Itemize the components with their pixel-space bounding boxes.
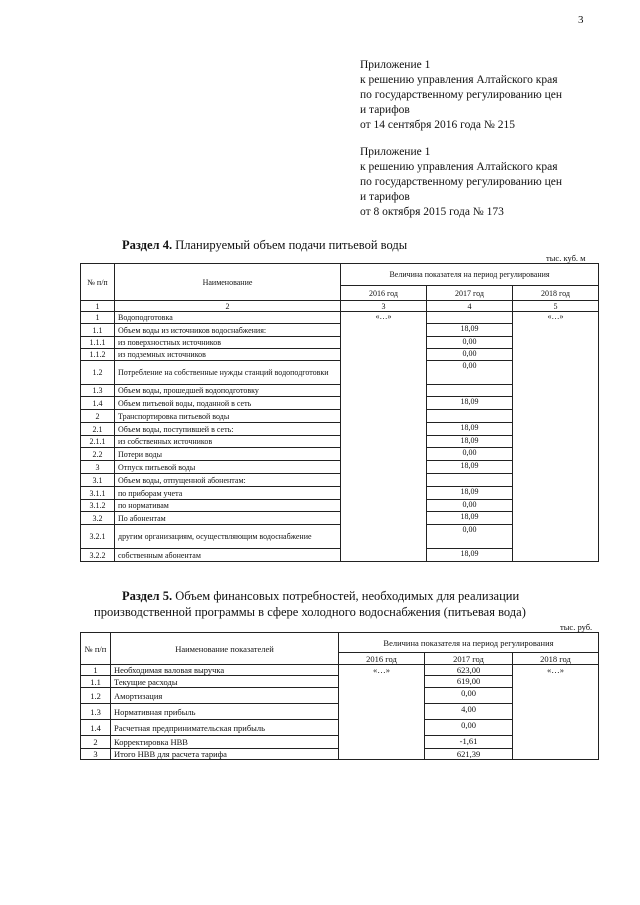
cell-name: Объем воды, прошедшей водоподготовку (115, 385, 341, 397)
cell-n: 1 (81, 665, 111, 676)
cell-v2017: 0,00 (427, 525, 513, 549)
appendix-line: Приложение 1 (360, 146, 431, 158)
cell-name: Потери воды (115, 448, 341, 461)
cell-v2016: «…» (341, 312, 427, 562)
cell-n: 2.1 (81, 423, 115, 436)
cell-v2017: -1,61 (425, 736, 513, 749)
cell-n: 1.4 (81, 397, 115, 410)
cell-name: по нормативам (115, 500, 341, 512)
header-2017: 2017 год (427, 286, 513, 301)
cell-n: 3 (81, 461, 115, 474)
appendix-line: по государственному регулированию цен (360, 89, 563, 101)
cell-name: собственным абонентам (115, 549, 341, 562)
appendix-line: к решению управления Алтайского края (360, 161, 558, 173)
cell-v2017: 623,00 (425, 665, 513, 676)
header-period: Величина показателя на период регулирования (339, 633, 599, 653)
cell-n: 3.2 (81, 512, 115, 525)
appendix-line: от 8 октября 2015 года № 173 (360, 206, 504, 218)
appendix-line: и тарифов (360, 104, 410, 116)
appendix-line: и тарифов (360, 191, 410, 203)
cell-name: Расчетная предпринимательская прибыль (111, 720, 339, 736)
header-2016: 2016 год (339, 653, 425, 665)
cell-n: 1 (81, 312, 115, 324)
cell-name: Объем питьевой воды, поданной в сеть (115, 397, 341, 410)
cell-v2017: 18,09 (427, 461, 513, 474)
cell-v2017 (427, 312, 513, 324)
cell-n: 2.1.1 (81, 436, 115, 448)
section4-title (122, 237, 407, 253)
cell-v2017 (427, 385, 513, 397)
cell-name: Объем воды из источников водоснабжения: (115, 324, 341, 337)
cell-name: другим организациям, осуществляющим водоснабжение (115, 525, 341, 549)
appendix-line: от 14 сентября 2016 года № 215 (360, 119, 515, 131)
cell-n: 3.2.2 (81, 549, 115, 562)
cell-v2017: 0,00 (427, 361, 513, 385)
header-num: № п/п (81, 633, 111, 665)
cell-name: по приборам учета (115, 487, 341, 500)
cell-v2017: 621,39 (425, 749, 513, 760)
appendix-block-2 (360, 145, 562, 220)
cell-name: Корректировка НВВ (111, 736, 339, 749)
header-period: Величина показателя на период регулирования (341, 264, 599, 286)
cell-name: из собственных источников (115, 436, 341, 448)
table-row (81, 312, 599, 324)
cell-v2017: 0,00 (427, 500, 513, 512)
cell-n: 2 (81, 736, 111, 749)
cell-name: Объем воды, поступившей в сеть: (115, 423, 341, 436)
cell-name: Необходимая валовая выручка (111, 665, 339, 676)
cell-v2017: 18,09 (427, 487, 513, 500)
cell-v2017: 0,00 (427, 337, 513, 349)
cell-n: 1.2 (81, 688, 111, 704)
cell-n: 1.4 (81, 720, 111, 736)
cell-name: Объем воды, отпущенной абонентам: (115, 474, 341, 487)
cell-v2017: 0,00 (427, 349, 513, 361)
section5-title (94, 588, 604, 620)
cell-v2017: 18,09 (427, 436, 513, 448)
cell-name: Итого НВВ для расчета тарифа (111, 749, 339, 760)
section5-units: тыс. руб. (560, 622, 593, 632)
cell-name: Амортизация (111, 688, 339, 704)
cell-n: 1.3 (81, 704, 111, 720)
appendix-line: к решению управления Алтайского края (360, 74, 558, 86)
cell-n: 2.2 (81, 448, 115, 461)
cell-n: 2 (81, 410, 115, 423)
cell-n: 3.1.2 (81, 500, 115, 512)
cell-v2017: 18,09 (427, 549, 513, 562)
cell-n: 1.3 (81, 385, 115, 397)
cell-n: 1.1.1 (81, 337, 115, 349)
appendix-block-1 (360, 58, 562, 133)
cell-v2016: «…» (339, 665, 425, 760)
cell-v2017: 0,00 (427, 448, 513, 461)
header-2016: 2016 год (341, 286, 427, 301)
section4-units: тыс. куб. м (546, 253, 586, 263)
cell-n: 1.1 (81, 324, 115, 337)
col-number: 2 (115, 301, 341, 312)
cell-name: По абонентам (115, 512, 341, 525)
cell-v2017: 18,09 (427, 512, 513, 525)
cell-v2017: 0,00 (425, 688, 513, 704)
cell-name: Потребление на собственные нужды станций водоподготовки (115, 361, 341, 385)
header-2017: 2017 год (425, 653, 513, 665)
cell-v2017: 619,00 (425, 676, 513, 688)
cell-v2018: «…» (513, 312, 599, 562)
cell-name: из поверхностных источников (115, 337, 341, 349)
cell-v2017: 18,09 (427, 397, 513, 410)
cell-name: Водоподготовка (115, 312, 341, 324)
col-number: 1 (81, 301, 115, 312)
header-name: Наименование (115, 264, 341, 301)
section4-table (80, 263, 599, 562)
col-number: 4 (427, 301, 513, 312)
header-2018: 2018 год (513, 286, 599, 301)
appendix-line: Приложение 1 (360, 59, 431, 71)
section4-title-rest: Планируемый объем подачи питьевой воды (172, 238, 408, 252)
cell-v2017: 4,00 (425, 704, 513, 720)
col-number: 3 (341, 301, 427, 312)
cell-n: 3.1.1 (81, 487, 115, 500)
cell-name: Транспортировка питьевой воды (115, 410, 341, 423)
appendix-line: по государственному регулированию цен (360, 176, 563, 188)
cell-name: из подземных источников (115, 349, 341, 361)
cell-v2018: «…» (513, 665, 599, 760)
section5-title-rest: Объем финансовых потребностей, необходимых для реализации производственной программы в сфере холодного водоснабжения (питьевая вода) (94, 589, 526, 619)
table-row (81, 665, 599, 676)
header-2018: 2018 год (513, 653, 599, 665)
section5-table (80, 632, 599, 760)
col-number: 5 (513, 301, 599, 312)
cell-n: 1.2 (81, 361, 115, 385)
cell-name: Отпуск питьевой воды (115, 461, 341, 474)
cell-n: 1.1 (81, 676, 111, 688)
cell-v2017: 18,09 (427, 324, 513, 337)
cell-n: 3.1 (81, 474, 115, 487)
cell-v2017: 18,09 (427, 423, 513, 436)
cell-v2017 (427, 474, 513, 487)
header-name: Наименование показателей (111, 633, 339, 665)
header-num: № п/п (81, 264, 115, 301)
section4-title-bold: Раздел 4. (122, 238, 173, 252)
cell-n: 1.1.2 (81, 349, 115, 361)
cell-v2017: 0,00 (425, 720, 513, 736)
page-number: 3 (578, 14, 584, 26)
cell-n: 3.2.1 (81, 525, 115, 549)
section5-title-bold: Раздел 5. (122, 589, 173, 603)
cell-v2017 (427, 410, 513, 423)
cell-name: Текущие расходы (111, 676, 339, 688)
cell-name: Нормативная прибыль (111, 704, 339, 720)
cell-n: 3 (81, 749, 111, 760)
